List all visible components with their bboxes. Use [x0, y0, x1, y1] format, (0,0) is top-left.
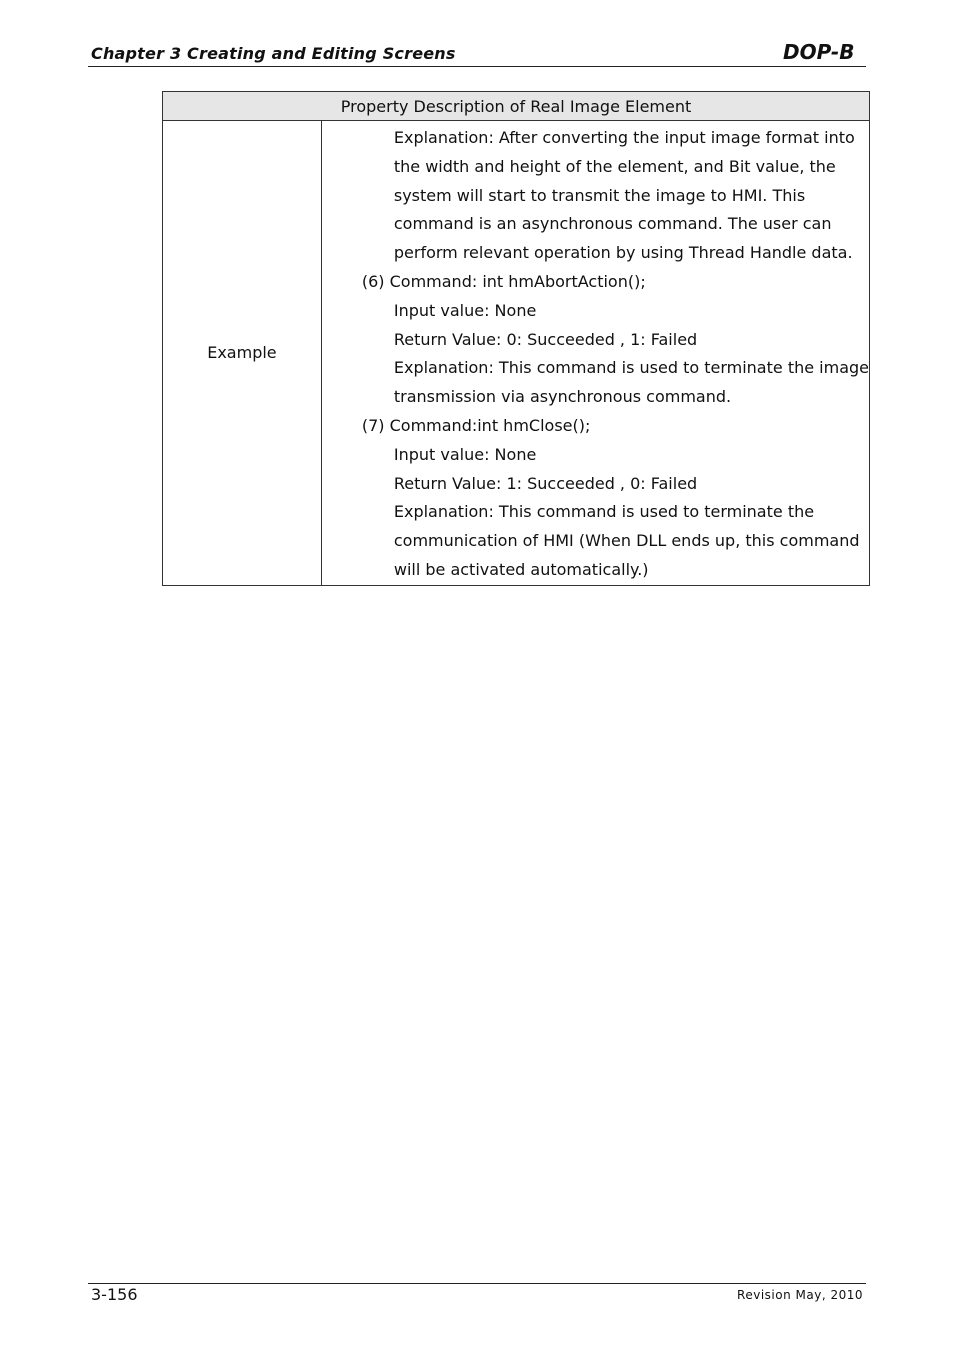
content-line: communication of HMI (When DLL ends up, this command	[393, 531, 860, 551]
property-table	[162, 91, 870, 586]
content-line: Return Value: 1: Succeeded , 0: Failed	[393, 473, 698, 493]
footer-divider	[88, 1283, 866, 1284]
row-label-example: Example	[163, 121, 322, 586]
content-line: Return Value: 0: Succeeded , 1: Failed	[393, 329, 698, 349]
page-number: 3-156	[91, 1285, 138, 1304]
content-line: the width and height of the element, and Bit value, the	[393, 156, 836, 176]
command-line: (7) Command:int hmClose();	[361, 415, 591, 435]
table-row	[163, 121, 870, 586]
content-line: Input value: None	[393, 444, 537, 464]
revision-date: Revision May, 2010	[737, 1288, 863, 1302]
table-heading: Property Description of Real Image Element	[163, 92, 870, 121]
chapter-title: Chapter 3 Creating and Editing Screens	[91, 44, 456, 63]
content-line: Explanation: This command is used to terminate the	[393, 502, 815, 522]
content-line: transmission via asynchronous command.	[393, 387, 732, 407]
command-line: (6) Command: int hmAbortAction();	[361, 271, 646, 291]
dop-b-logo	[783, 40, 865, 64]
content-line: system will start to transmit the image to HMI. This	[393, 185, 806, 205]
row-content	[321, 121, 869, 586]
content-line: command is an asynchronous command. The user can	[393, 214, 832, 234]
content-line: Explanation: This command is used to terminate the image	[393, 358, 869, 378]
content-line: Input value: None	[393, 300, 537, 320]
header-divider	[88, 66, 866, 67]
content-lines	[322, 121, 869, 585]
content-line: will be activated automatically.)	[393, 559, 649, 579]
logo-text: DOP-B	[783, 40, 855, 64]
content-line: Explanation: After converting the input image format into	[393, 128, 855, 147]
content-line: perform relevant operation by using Thread Handle data.	[393, 243, 853, 263]
